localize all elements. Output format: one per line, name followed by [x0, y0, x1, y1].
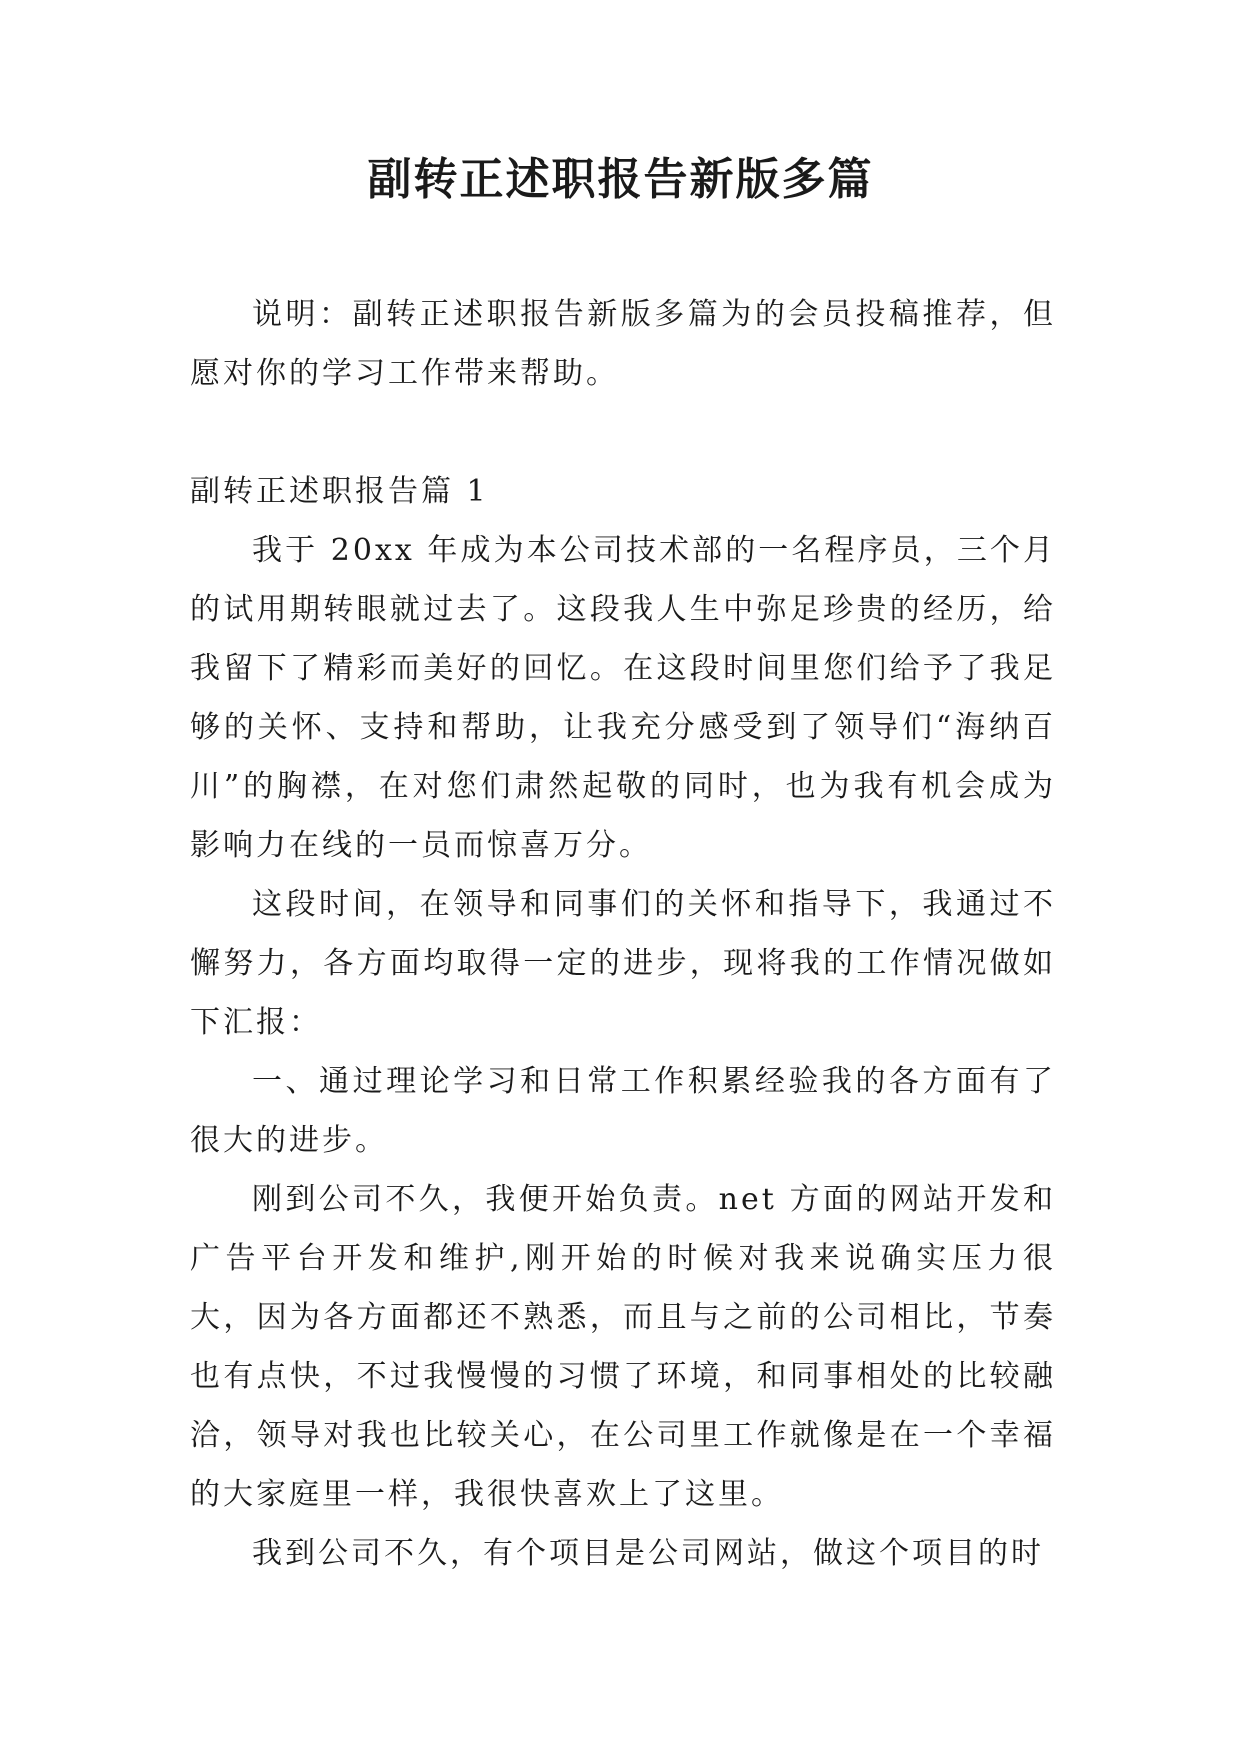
section-heading: 副转正述职报告篇 1	[190, 474, 489, 509]
intro-paragraph: 说明：副转正述职报告新版多篇为的会员投稿推荐，但愿对你的学习工作带来帮助。	[190, 297, 1056, 391]
document-title: 副转正述职报告新版多篇	[367, 154, 874, 205]
body-paragraph-4: 刚到公司不久，我便开始负责。net 方面的网站开发和广告平台开发和维护,刚开始的时候对我来说确实压力很大，因为各方面都还不熟悉，而且与之前的公司相比，节奏也有点快，不过我慢慢的习惯了环境，和同事相处的比较融洽，领导对我也比较关心，在公司里工作就像是在一个幸福的大家庭里一样，我很快喜欢上了这里。	[190, 1182, 1056, 1512]
body-paragraph-3: 一、通过理论学习和日常工作积累经验我的各方面有了很大的进步。	[190, 1064, 1056, 1158]
body-paragraph-2: 这段时间，在领导和同事们的关怀和指导下，我通过不懈努力，各方面均取得一定的进步，现将我的工作情况做如下汇报：	[190, 887, 1056, 1040]
spacer	[190, 403, 1056, 462]
body-paragraph-1: 我于 20xx 年成为本公司技术部的一名程序员，三个月的试用期转眼就过去了。这段我人生中弥足珍贵的经历，给我留下了精彩而美好的回忆。在这段时间里您们给予了我足够的关怀、支持和帮助，让我充分感受到了领导们“海纳百川”的胸襟，在对您们肃然起敬的同时，也为我有机会成为影响力在线的一员而惊喜万分。	[190, 533, 1056, 863]
body-paragraph-5: 我到公司不久，有个项目是公司网站，做这个项目的时	[252, 1536, 1044, 1571]
document-body	[190, 285, 1056, 1583]
